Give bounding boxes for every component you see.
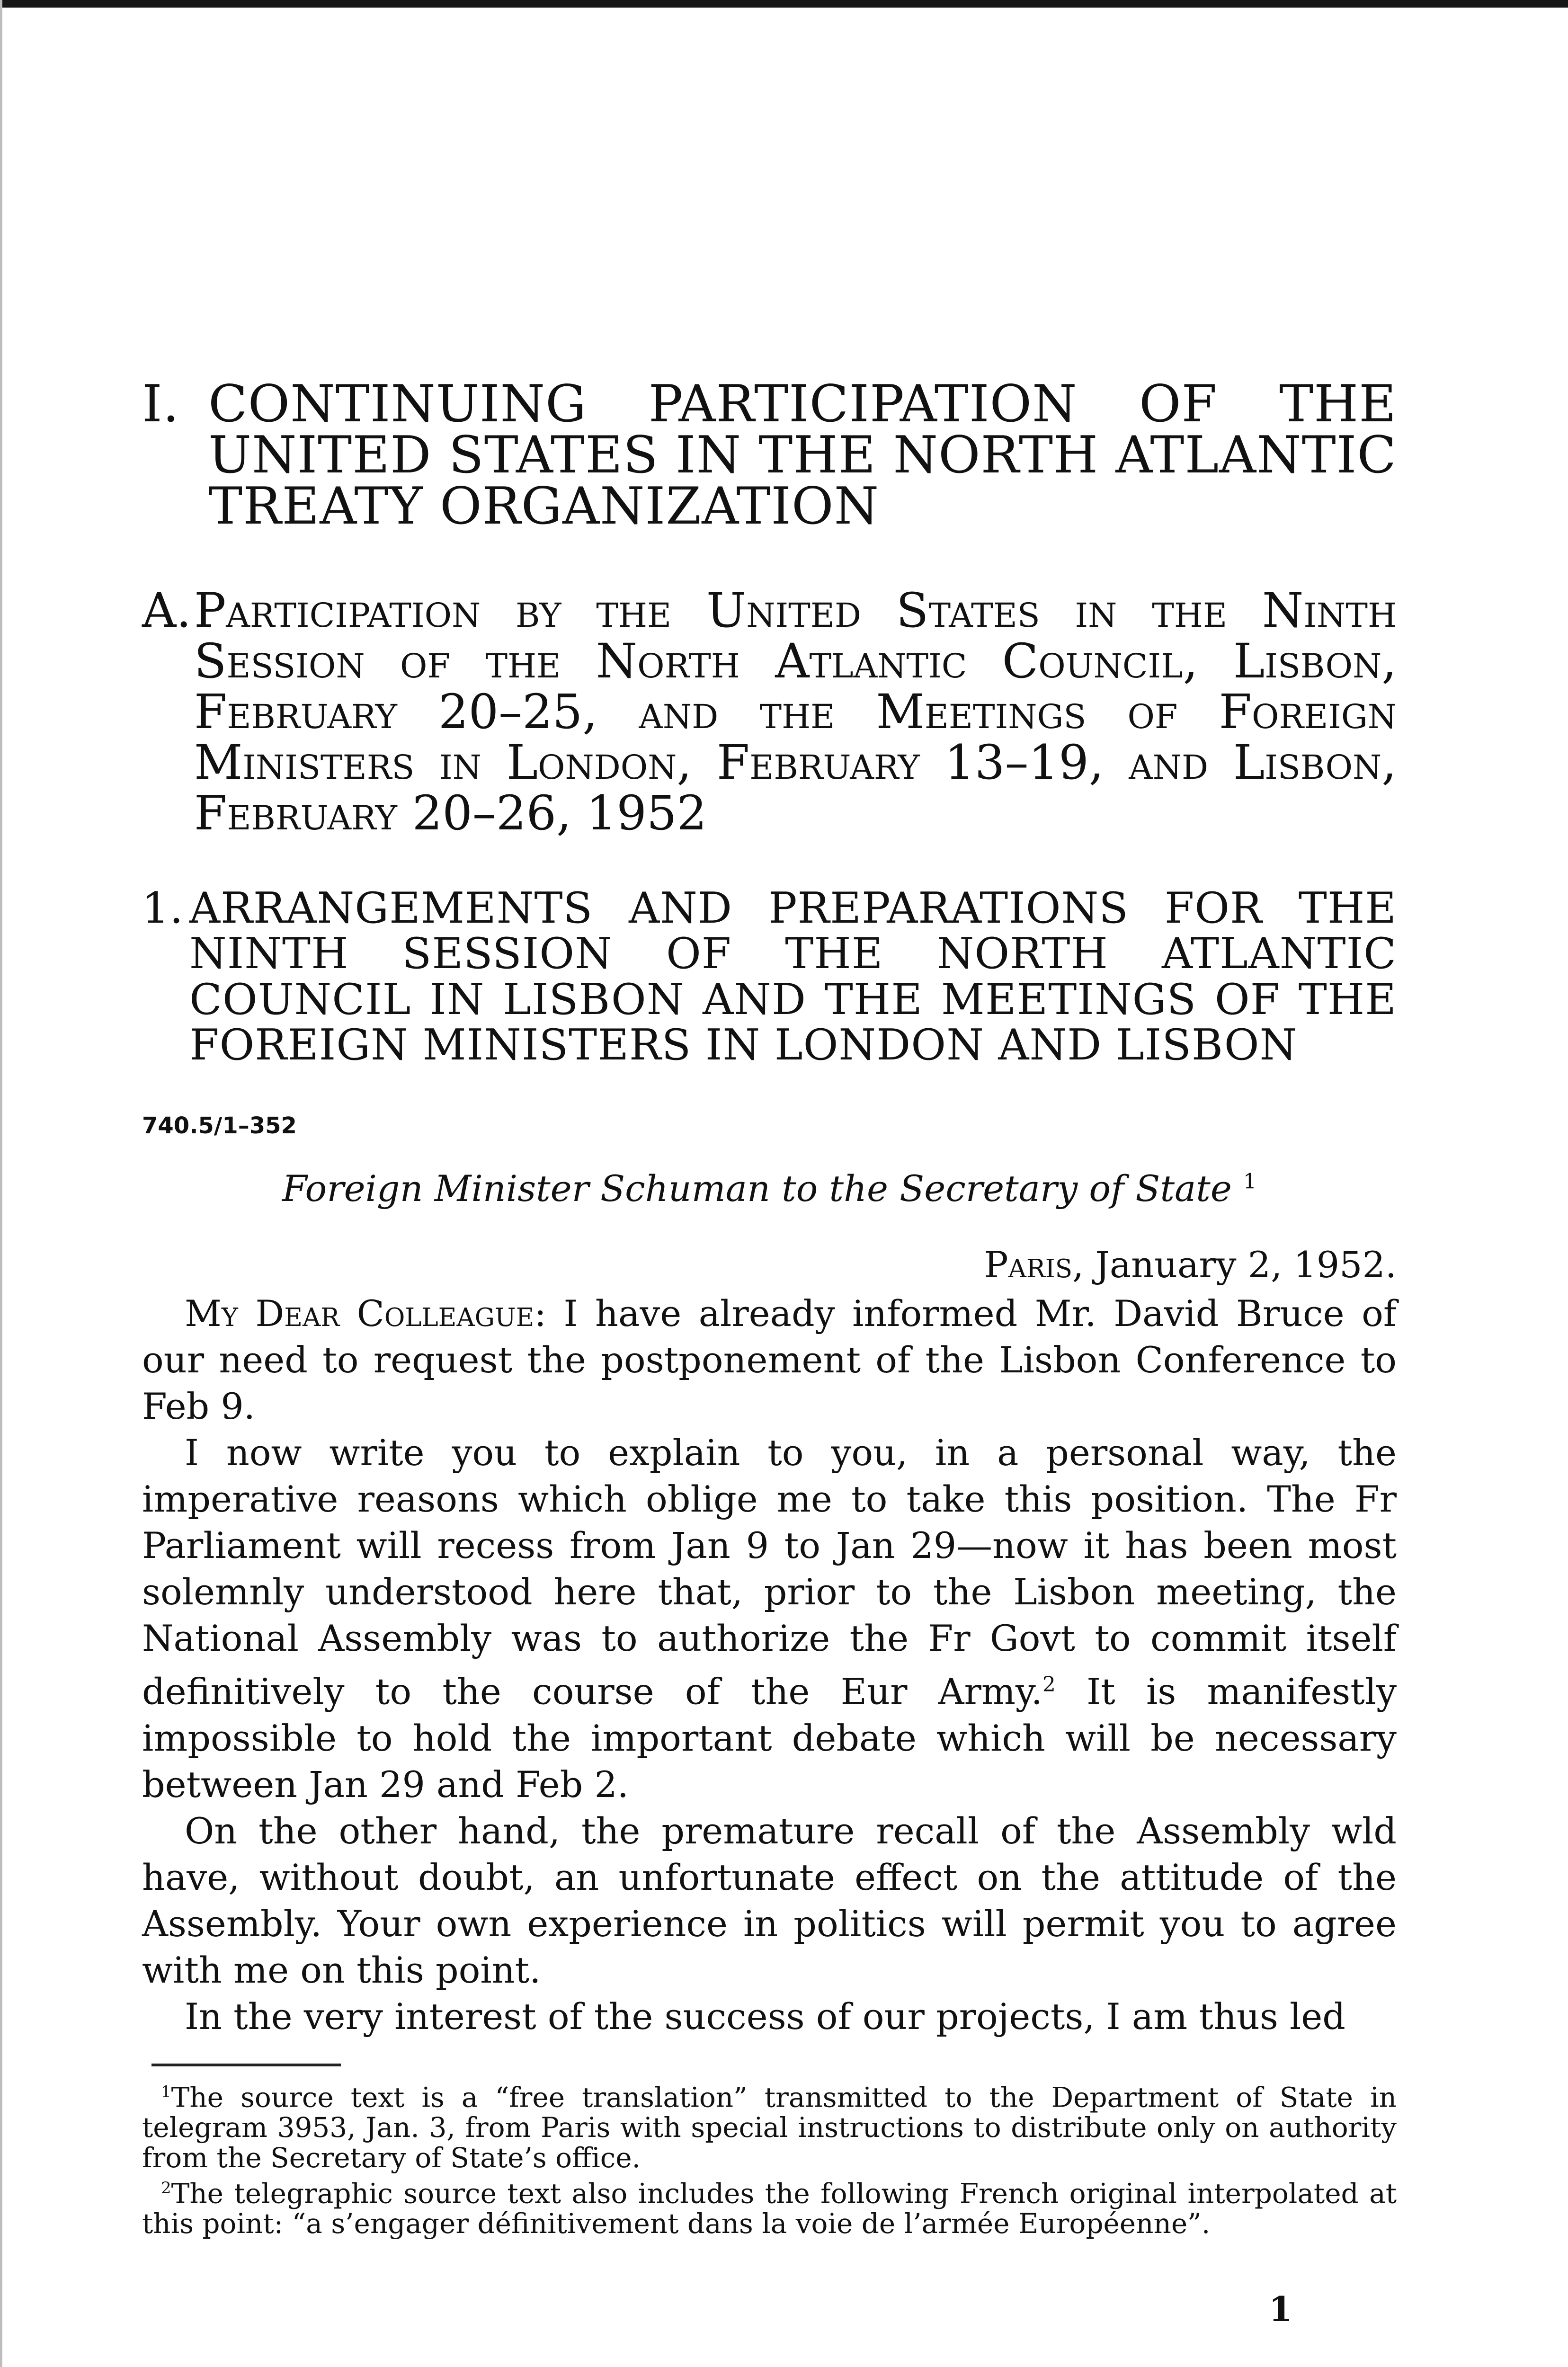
chapter-number: I. [142,374,179,434]
footnote-rule [151,2064,341,2066]
section-title: Participation by the United States in the Ninth Session of the North Atlantic Council, Lisbon, February 20–25, and the Meetings of Foreign Ministers in London, February 13–19, and Lisbon, February 20–26, 1952 [194,583,1397,841]
paragraph-4: In the very interest of the success of our projects, I am thus led [185,1995,1345,2038]
subsection-title: ARRANGEMENTS AND PREPARATIONS FOR THE NINTH SESSION OF THE NORTH ATLANTIC COUNCIL IN LISBON AND THE MEETINGS OF THE FOREIGN MINISTERS IN LONDON AND LISBON [189,883,1397,1070]
footnote-1-text: The source text is a “free translation” transmitted to the Department of State in telegram 3953, Jan. 3, from Paris with special instructions to distribute only on authority from the Secretary of State’s office. [142,2081,1397,2174]
paragraph-2-text-a: I now write you to explain to you, in a personal way, the imperative reasons which oblige me to take this position. The Fr Parliament will recess from Jan 9 to Jan 29—now it has been most solemnly understood here that, prior to the Lisbon meeting, the National Assembly was to authorize the Fr Govt to commit itself definitively to the course of the Eur Army. [142,1432,1397,1713]
subsection-heading [142,883,1397,1070]
footnote-ref-2: 2 [1042,1673,1056,1697]
footnote-1-mark: 1 [161,2082,171,2101]
chapter-heading [142,374,1397,536]
paragraph-2 [142,1430,1397,1807]
document-title [142,1167,1397,1210]
page-number: 1 [1269,2289,1293,2329]
page-left-edge [0,0,2,2367]
footnotes [142,2077,1397,2239]
footnote-2-text: The telegraphic source text also includes the following French original interpolated at this point: “a s’engager définitivement dans la voie de l’armée Européenne”. [142,2177,1397,2240]
paragraph-2-text-b: It is manifestly impossible to hold the important debate which will be necessary between Jan 29 and Feb 2. [142,1670,1397,1806]
document-title-text: Foreign Minister Schuman to the Secretary of State [282,1167,1232,1210]
footnote-2 [142,2173,1397,2239]
dateline-place: Paris [984,1244,1073,1286]
paragraph-1 [142,1290,1397,1430]
section-letter: A. [142,583,192,638]
page-content [142,374,1397,2240]
dateline-date: , January 2, 1952. [1072,1244,1397,1286]
file-number: 740.5/1–352 [142,1112,297,1139]
salutation: My Dear Colleague [185,1292,535,1335]
footnote-ref-1: 1 [1243,1169,1256,1194]
letter-body [142,1290,1397,2039]
page-top-border [0,0,1568,8]
paragraph-3: On the other hand, the premature recall of the Assembly wld have, without doubt, an unfortunate effect on the attitude of the Assembly. Your own experience in politics will permit you to agree with me on this point. [142,1809,1397,1991]
subsection-number: 1. [142,883,184,933]
chapter-title: CONTINUING PARTICIPATION OF THE UNITED STATES IN THE NORTH ATLANTIC TREATY ORGANIZATION [208,374,1397,536]
paragraph-1-text: : I have already informed Mr. David Bruce of our need to request the postponement of the Lisbon Conference to Feb 9. [142,1292,1397,1428]
dateline [142,1244,1397,1286]
footnote-2-mark: 2 [161,2178,171,2198]
section-heading [142,583,1397,841]
footnote-1 [142,2077,1397,2173]
